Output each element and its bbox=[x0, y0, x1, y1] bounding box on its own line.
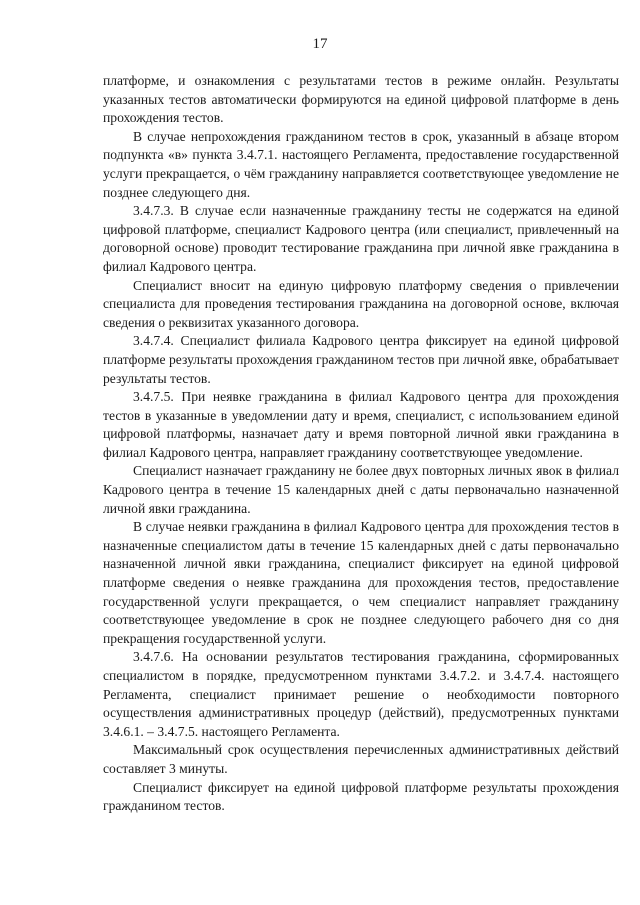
paragraph-max-duration: Максимальный срок осуществления перечисленных административных действий составляет 3 минуты. bbox=[103, 742, 619, 776]
paragraph-3-4-7-6: 3.4.7.6. На основании результатов тестирования гражданина, сформированных специалистом в порядке, предусмотренном пунктами 3.4.7.2. и 3.4.7.4. настоящего Регламента, специалист принимает решение о необходимости повторного осуществления административных процедур (действий), предусмотренных пунктами 3.4.6.1. – 3.4.7.5. настоящего Регламента. bbox=[103, 649, 619, 739]
paragraph-3-4-7-5: 3.4.7.5. При неявке гражданина в филиал Кадрового центра для прохождения тестов в указанные в уведомлении дату и время, специалист, с использованием единой цифровой платформы, назначает дату и время повторной личной явки гражданина в филиал Кадрового центра, направляет гражданину соответствующее уведомление. bbox=[103, 389, 619, 460]
paragraph-no-show: В случае неявки гражданина в филиал Кадрового центра для прохождения тестов в назначенные специалистом даты в течение 15 календарных дней с даты первоначально назначенной личной явки гражданина, специалист фиксирует на единой цифровой платформе сведения о неявке гражданина для прохождения тестов, предоставление государственной услуги прекращается, о чем специалист направляет гражданину соответствующее уведомление в срок не позднее следующего рабочего дня со дня прекращения государственной услуги. bbox=[103, 519, 619, 646]
paragraph-test-failure: В случае непрохождения гражданином тестов в срок, указанный в абзаце втором подпункта «в» пункта 3.4.7.1. настоящего Регламента, предоставление государственной услуги прекращается, о чём гражданину направляется соответствующее уведомление не позднее следующего дня. bbox=[103, 128, 619, 200]
paragraph-repeat-visits: Специалист назначает гражданину не более двух повторных личных явок в филиал Кадрового центра в течение 15 календарных дней с даты первоначально назначенной личной явки гражданина. bbox=[103, 463, 619, 516]
document-body bbox=[103, 72, 619, 816]
paragraph-record-results: Специалист фиксирует на единой цифровой платформе результаты прохождения гражданином тестов. bbox=[103, 779, 619, 814]
paragraph-3-4-7-4: 3.4.7.4. Специалист филиала Кадрового центра фиксирует на единой цифровой платформе результаты прохождения гражданином тестов при личной явке, обрабатывает результаты тестов. bbox=[103, 333, 619, 386]
page-number: 17 bbox=[312, 36, 328, 52]
paragraph-3-4-7-3: 3.4.7.3. В случае если назначенные гражданину тесты не содержатся на единой цифровой платформе, специалист Кадрового центра (или специалист, привлеченный на договорной основе) проводит тестирование гражданина при личной явке гражданина в филиал Кадрового центра. bbox=[103, 203, 619, 274]
paragraph-specialist-contract: Специалист вносит на единую цифровую платформу сведения о привлечении специалиста для проведения тестирования гражданина на договорной основе, включая сведения о реквизитах указанного договора. bbox=[103, 277, 619, 330]
paragraph-continuation: платформе, и ознакомления с результатами тестов в режиме онлайн. Результаты указанных тестов автоматически формируются на единой цифровой платформе в день прохождения тестов. bbox=[103, 73, 619, 126]
